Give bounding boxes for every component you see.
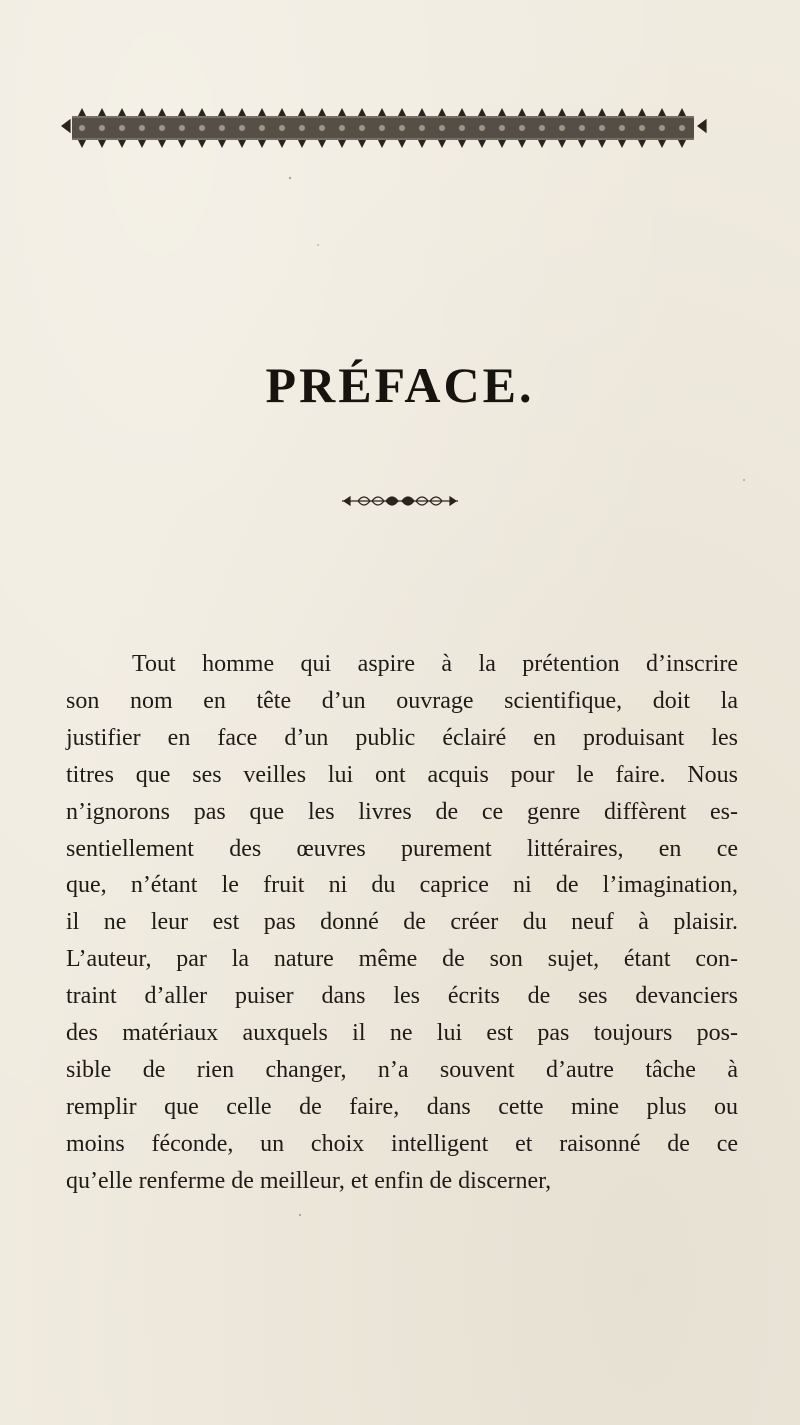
paragraph-line: remplir que celle de faire, dans cette mine plus ou	[66, 1093, 738, 1120]
paragraph-line: n’ignorons pas que les livres de ce genre diffèrent es-	[66, 798, 738, 825]
paragraph-line: traint d’aller puiser dans les écrits de ses devanciers	[66, 983, 738, 1010]
paragraph-line: que, n’étant le fruit ni du caprice ni de l’imagination,	[66, 872, 738, 899]
preface-paragraph	[66, 646, 738, 1200]
paragraph-line: il ne leur est pas donné de créer du neuf à plaisir.	[66, 909, 738, 936]
paragraph-line: sible de rien changer, n’a souvent d’autre tâche à	[66, 1056, 738, 1083]
paragraph-line: L’auteur, par la nature même de son sujet, étant con-	[66, 946, 738, 973]
paragraph-line: titres que ses veilles lui ont acquis pour le faire. Nous	[66, 761, 738, 788]
paragraph-line: Tout homme qui aspire à la prétention d’inscrire	[132, 651, 738, 677]
page-title: PRÉFACE.	[265, 357, 535, 413]
decorative-border-band-icon	[58, 96, 708, 150]
decorative-fleuron-rule-icon	[338, 491, 462, 511]
paragraph-line: moins féconde, un choix intelligent et raisonné de ce	[66, 1130, 738, 1157]
paragraph-line: justifier en face d’un public éclairé en produisant les	[66, 724, 738, 751]
paragraph-line: des matériaux auxquels il ne lui est pas toujours pos-	[66, 1020, 738, 1047]
paragraph-line: sentiellement des œuvres purement littéraires, en ce	[66, 835, 738, 862]
paragraph-line: son nom en tête d’un ouvrage scientifique, doit la	[66, 687, 738, 714]
paragraph-line: qu’elle renferme de meilleur, et enfin de discerner,	[66, 1167, 552, 1194]
